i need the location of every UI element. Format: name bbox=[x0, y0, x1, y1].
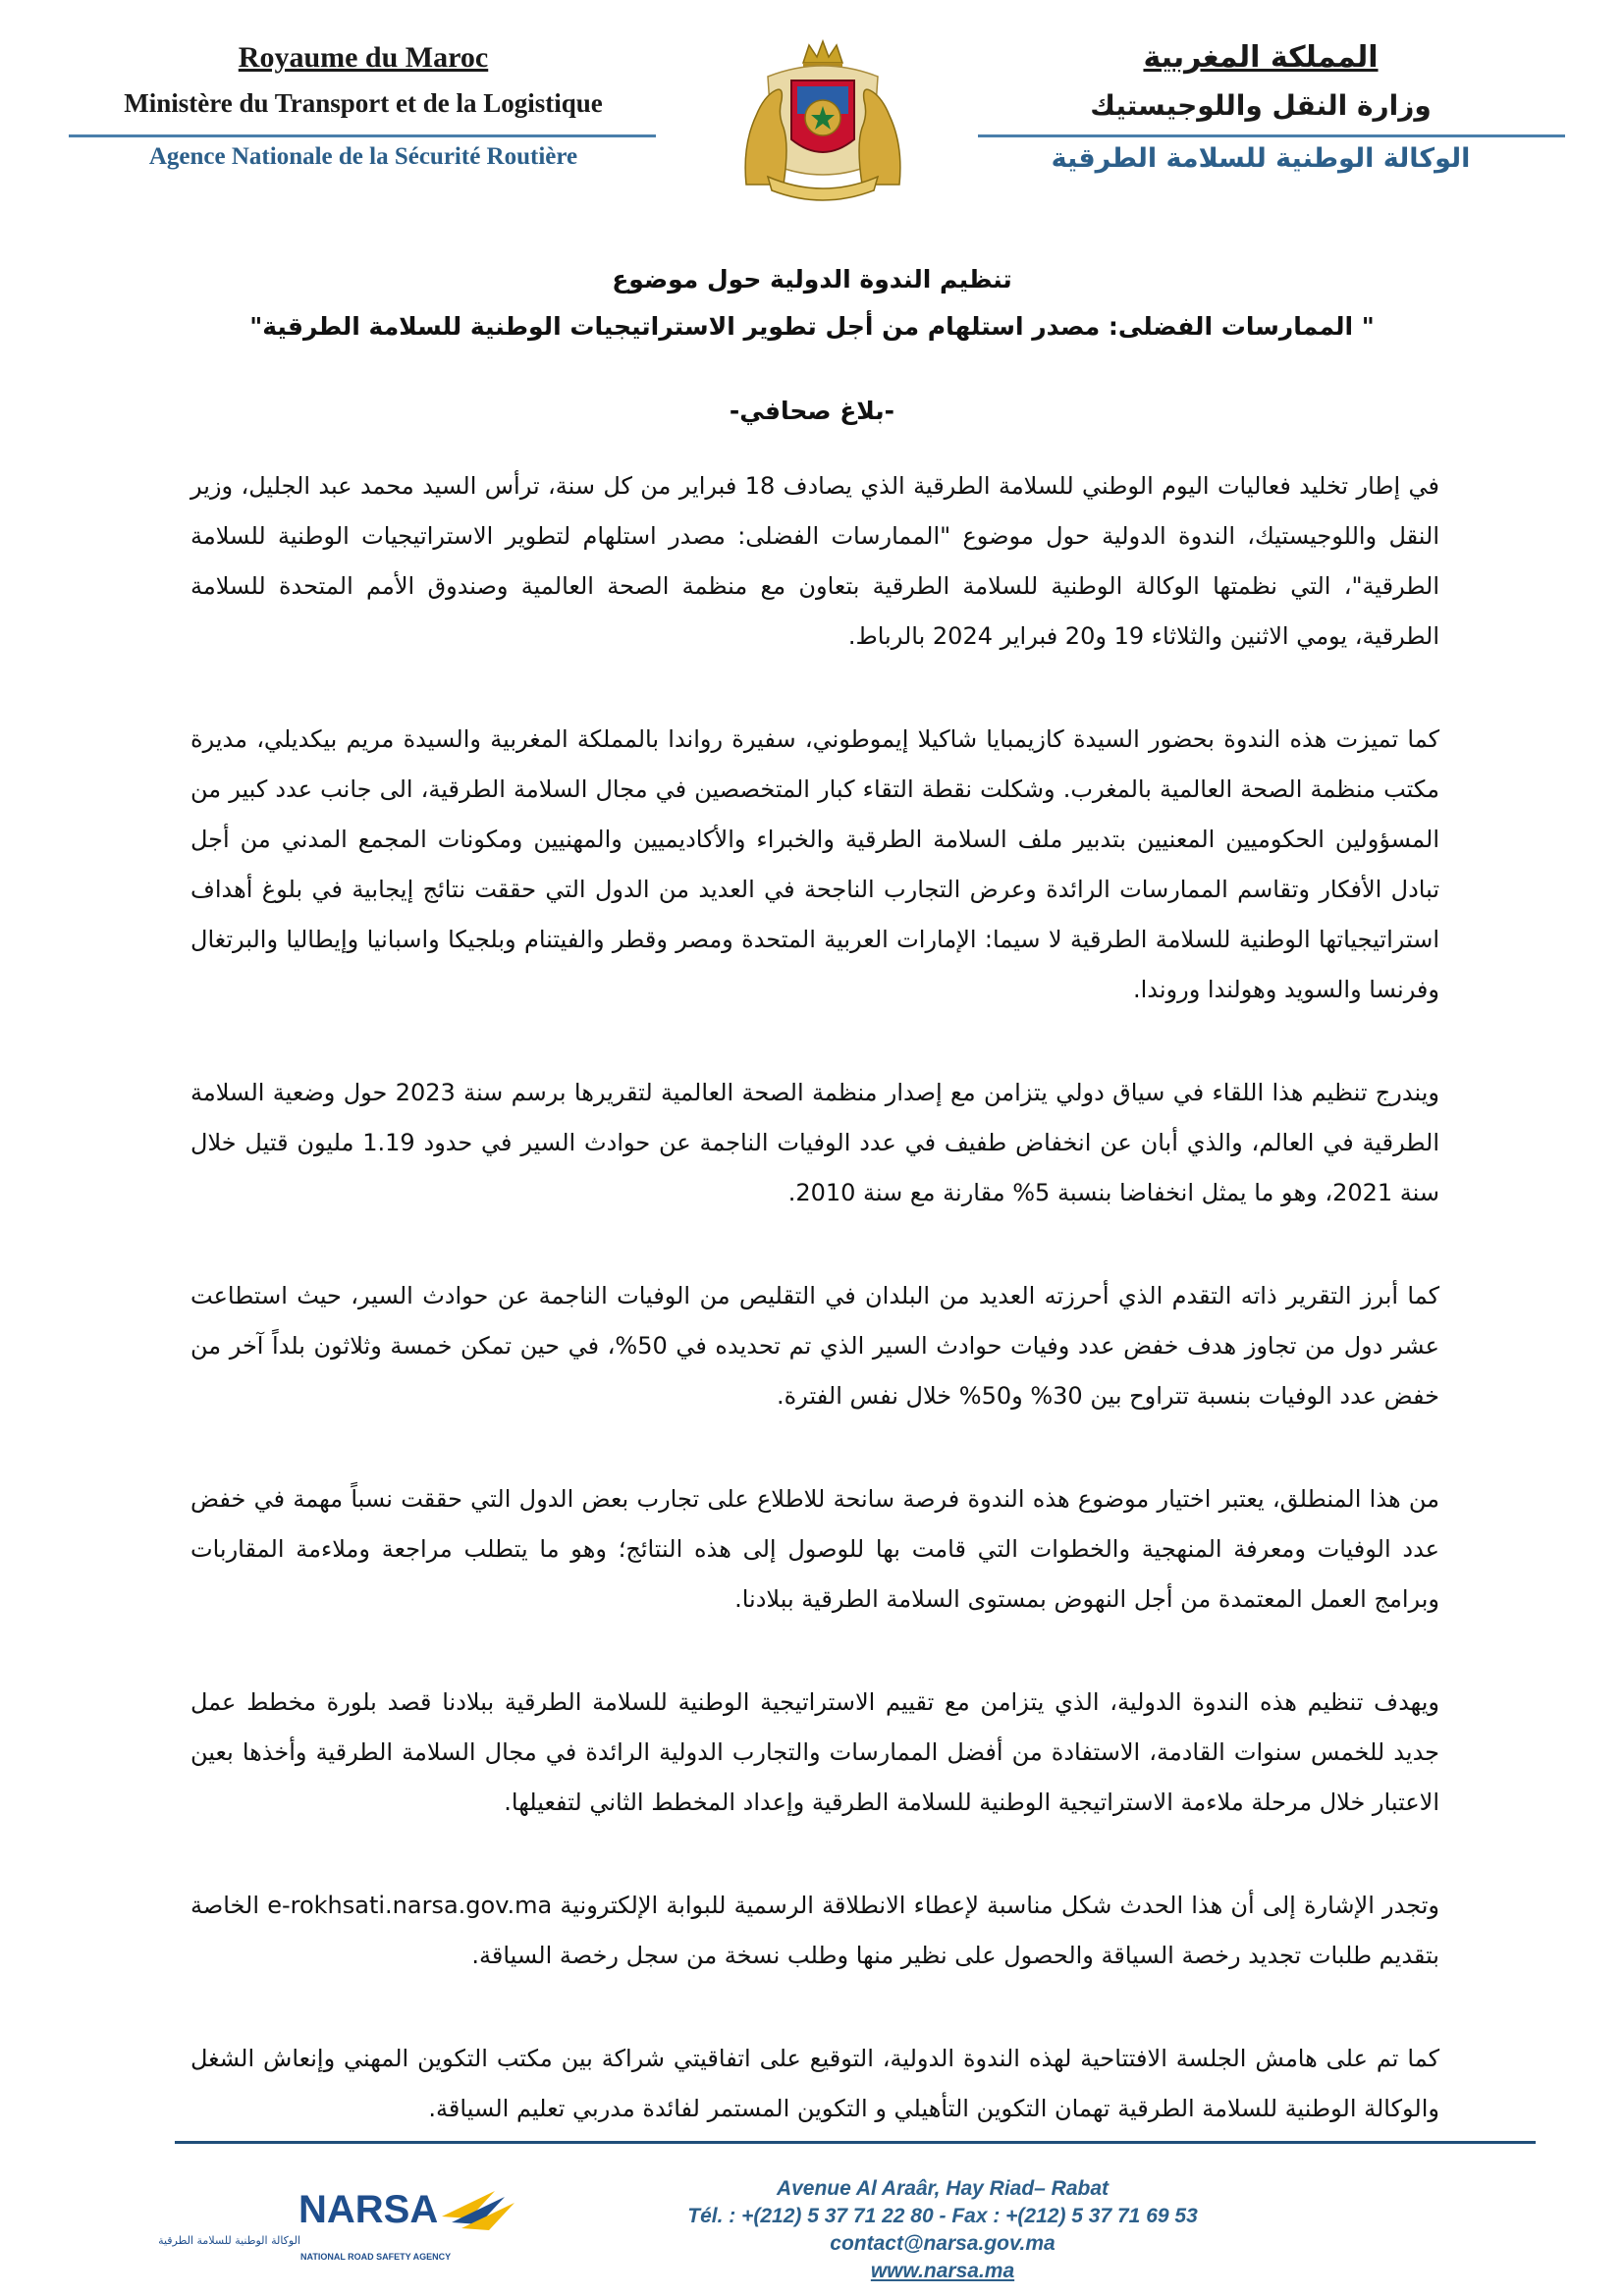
paragraph-4: كما أبرز التقرير ذاته التقدم الذي أحرزته العديد من البلدان في التقليص من الوفيات الناجمة عن حوادث السير، حيث استطاعت عشر دول من تجاوز هدف خفض عدد وفيات حوادث السير الذي تم تحديده في 50%، في حين تمكن خمسة وثلاثون بلداً آخر من خفض عدد الوفيات بنسبة تتراوح بين 30% و50% خلال نفس الفترة. bbox=[190, 1282, 1439, 1410]
paragraph-2: كما تميزت هذه الندوة بحضور السيدة كازيمبايا شاكيلا إيموطوني، سفيرة رواندا بالمملكة المغربية والسيدة مريم بيكديلي، مديرة مكتب منظمة الصحة العالمية بالمغرب. وشكلت نقطة التقاء كبار المتخصصين في مجال السلامة الطرقية، الى جانب عدد كبير من المسؤولين الحكوميين المعنيين بتدبير ملف السلامة الطرقية والخبراء والأكاديميين والمهنيين ومكونات المجمع المدني من أجل تبادل الأفكار وتقاسم الممارسات الرائدة وعرض التجارب الناجحة في العديد من الدول التي حققت نتائج إيجابية في بلوغ أهداف استراتيجياتها الوطنية للسلامة الطرقية لا سيما: الإمارات العربية المتحدة ومصر وقطر والفيتنام وبلجيكا واسبانيا وإيطاليا والبرتغال وفرنسا والسويد وهولندا وروندا. bbox=[190, 725, 1439, 1003]
footer-website-link[interactable]: www.narsa.ma bbox=[870, 2260, 1015, 2282]
paragraph-6: ويهدف تنظيم هذه الندوة الدولية، الذي يتزامن مع تقييم الاستراتيجية الوطنية للسلامة الطرقية ببلادنا قصد بلورة مخطط عمل جديد للخمس سنوات القادمة، الاستفادة من أفضل الممارسات والتجارب الدولية الرائدة في مجال السلامة الطرقية وأخذها بعين الاعتبار خلال مرحلة ملاءمة الاستراتيجية الوطنية للسلامة الطرقية وإعداد المخطط الثاني لتفعيلها. bbox=[190, 1688, 1439, 1816]
logo-arabic-name: الوكالة الوطنية للسلامة الطرقية bbox=[158, 2234, 300, 2247]
press-release-subtitle: -بلاغ صحافي- bbox=[729, 397, 895, 425]
title-line-2: " الممارسات الفضلى: مصدر استلهام من أجل تطوير الاستراتيجيات الوطنية للسلامة الطرقية" bbox=[249, 312, 1375, 341]
footer-contact bbox=[609, 2175, 1276, 2285]
kingdom-name-ar: المملكة المغربية bbox=[1143, 40, 1379, 75]
title-line-1: تنظيم الندوة الدولية حول موضوع bbox=[612, 265, 1012, 294]
coat-of-arms-icon bbox=[738, 37, 907, 204]
paragraph-7: وتجدر الإشارة إلى أن هذا الحدث شكل مناسبة لإعطاء الانطلاقة الرسمية للبوابة الإلكترونية e-rokhsati.narsa.gov.ma الخاصة بتقديم طلبات تجديد رخصة السياقة والحصول على نظير منها وطلب نسخة من سجل رخصة السياقة. bbox=[190, 1892, 1439, 1969]
body-text bbox=[190, 461, 1439, 2187]
kingdom-name-fr: Royaume du Maroc bbox=[238, 41, 489, 74]
footer-email[interactable]: contact@narsa.gov.ma bbox=[830, 2232, 1056, 2255]
paragraph-5: من هذا المنطلق، يعتبر اختيار موضوع هذه الندوة فرصة سانحة للاطلاع على تجارب بعض الدول التي حققت نسباً مهمة في خفض عدد الوفيات ومعرفة المنهجية والخطوات التي قامت بها للوصول إلى هذه النتائج؛ وهو ما يتطلب مراجعة وملاءمة المقاربات وبرامج العمل المعتمدة من أجل النهوض بمستوى السلامة الطرقية ببلادنا. bbox=[190, 1485, 1439, 1613]
footer-address: Avenue Al Araâr, Hay Riad– Rabat bbox=[776, 2177, 1110, 2200]
paragraph-1: في إطار تخليد فعاليات اليوم الوطني للسلامة الطرقية الذي يصادف 18 فبراير من كل سنة، ترأس السيد محمد عبد الجليل، وزير النقل واللوجيستيك، الندوة الدولية حول موضوع "الممارسات الفضلى: مصدر استلهام لتطوير الاستراتيجيات الوطنية للسلامة الطرقية"، التي نظمتها الوكالة الوطنية للسلامة الطرقية بتعاون مع منظمة الصحة العالمية وصندوق الأمم المتحدة للسلامة الطرقية، يومي الاثنين والثلاثاء 19 و20 فبراير 2024 بالرباط. bbox=[190, 472, 1439, 650]
agency-name-fr: Agence Nationale de la Sécurité Routière bbox=[148, 143, 578, 170]
header-rule-right bbox=[978, 134, 1565, 137]
paragraph-8: كما تم على هامش الجلسة الافتتاحية لهذه الندوة الدولية، التوقيع على اتفاقيتي شراكة بين مكتب التكوين المهني وإنعاش الشغل والوكالة الوطنية للسلامة الطرقية تهمان التكوين التأهيلي و التكوين المستمر لفائدة مدربي تعليم السياقة. bbox=[190, 2045, 1439, 2122]
paragraph-3: ويندرج تنظيم هذا اللقاء في سياق دولي يتزامن مع إصدار منظمة الصحة العالمية لتقريرها برسم سنة 2023 حول وضعية السلامة الطرقية في العالم، والذي أبان عن انخفاض طفيف في عدد الوفيات الناجمة عن حوادث السير في حدود 1.19 مليون قتيل خلال سنة 2021، وهو ما يمثل انخفاضا بنسبة 5% مقارنة مع سنة 2010. bbox=[190, 1079, 1440, 1206]
ministry-name-fr: Ministère du Transport et de la Logistique bbox=[124, 88, 603, 118]
footer-phone-fax: Tél. : +(212) 5 37 71 22 80 - Fax : +(212) 5 37 71 69 53 bbox=[687, 2205, 1198, 2227]
header-rule-left bbox=[69, 134, 656, 137]
logo-english-name: NATIONAL ROAD SAFETY AGENCY bbox=[300, 2252, 452, 2262]
narsa-logo-icon bbox=[158, 2179, 560, 2268]
logo-wordmark: NARSA bbox=[298, 2188, 439, 2231]
header-arabic bbox=[956, 37, 1565, 181]
agency-name-ar: الوكالة الوطنية للسلامة الطرقية bbox=[1051, 143, 1471, 174]
footer-rule bbox=[175, 2141, 1536, 2144]
ministry-name-ar: وزارة النقل واللوجيستيك bbox=[1090, 89, 1432, 122]
header-french bbox=[59, 37, 668, 179]
